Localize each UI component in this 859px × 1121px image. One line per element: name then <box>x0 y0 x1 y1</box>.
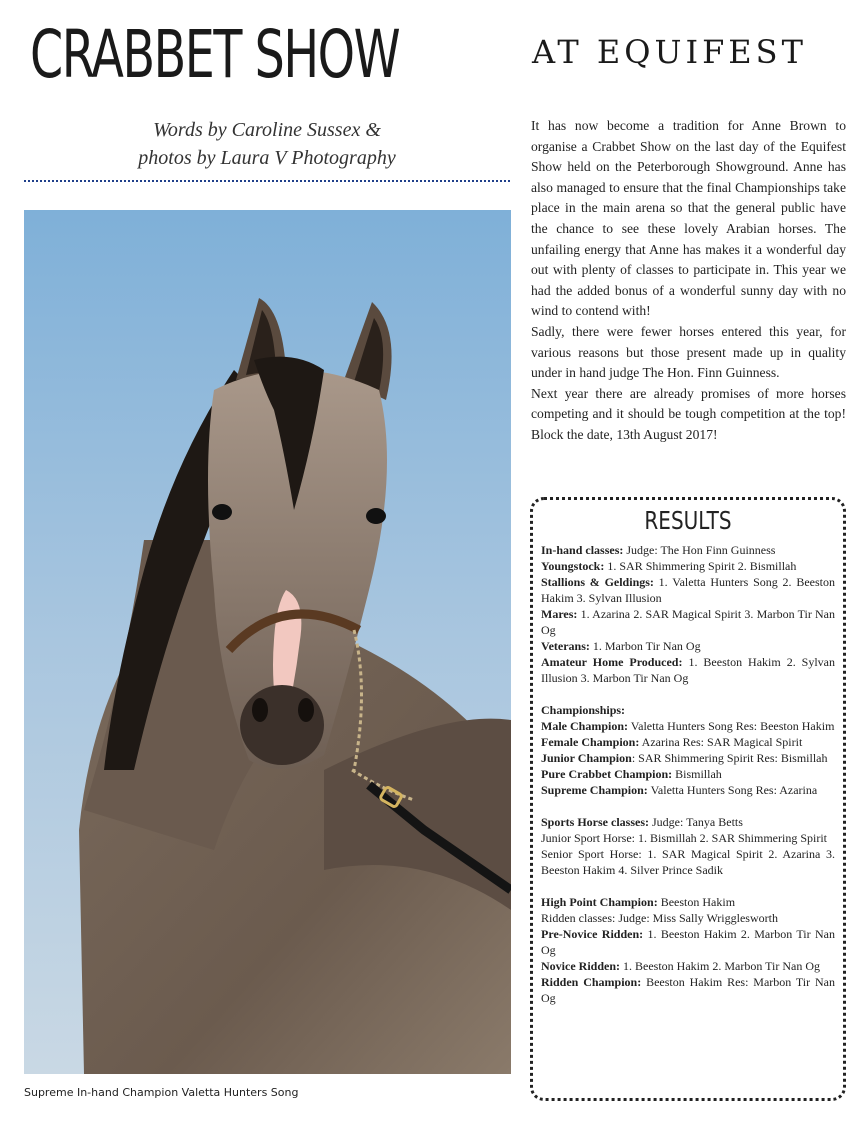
results-entry-label: Supreme Champion: <box>541 783 648 797</box>
article-subtitle: AT EQUIFEST <box>532 33 807 71</box>
results-entry-text: Ridden classes: Judge: Miss Sally Wrigglesworth <box>541 911 778 925</box>
article-title: CRABBET SHOW <box>30 16 400 93</box>
results-entry-label: Mares: <box>541 607 578 621</box>
photo-caption: Supreme In-hand Champion Valetta Hunters Song <box>24 1086 299 1099</box>
dotted-divider <box>24 180 510 182</box>
results-title: RESULTS <box>644 506 732 535</box>
results-entry-label: Veterans: <box>541 639 590 653</box>
byline <box>24 116 510 172</box>
results-entry-text: 1. Marbon Tir Nan Og <box>589 639 701 653</box>
results-entry <box>541 654 835 686</box>
results-entry-label: Amateur Home Produced: <box>541 655 683 669</box>
results-entry-label: Ridden Champion: <box>541 975 642 989</box>
byline-author: Words by Caroline Sussex & <box>153 119 381 141</box>
results-entry-text: 1. Beeston Hakim 2. Sylvan Illusion 3. Marbon Tir Nan Og <box>541 655 835 685</box>
results-entry-label: Pure Crabbet Champion: <box>541 767 673 781</box>
results-entry-label: Male Champion: <box>541 719 628 733</box>
results-spacer <box>541 798 835 814</box>
results-entry <box>541 830 835 846</box>
results-entry-text: 1. Beeston Hakim 2. Marbon Tir Nan Og <box>541 927 835 957</box>
results-entry-text: 1. SAR Shimmering Spirit 2. Bismillah <box>604 559 797 573</box>
results-entry-text: Valetta Hunters Song Res: Azarina <box>647 783 818 797</box>
results-entry-text: : SAR Shimmering Spirit Res: Bismillah <box>631 751 828 765</box>
results-entry-label: Sports Horse classes: <box>541 815 649 829</box>
results-entry-text: Beeston Hakim <box>657 895 736 909</box>
results-entry <box>541 910 835 926</box>
results-entry-label: Pre-Novice Ridden: <box>541 927 644 941</box>
results-entry-text: 1. Azarina 2. SAR Magical Spirit 3. Marbon Tir Nan Og <box>541 607 835 637</box>
results-entry-text: Bismillah <box>672 767 722 781</box>
results-entry <box>541 702 835 718</box>
results-spacer <box>541 686 835 702</box>
results-entry <box>541 750 835 766</box>
results-entry <box>541 766 835 782</box>
results-entry <box>541 558 835 574</box>
results-entry-label: High Point Champion: <box>541 895 658 909</box>
results-entry-label: Female Champion: <box>541 735 640 749</box>
results-spacer <box>541 878 835 894</box>
results-entry-text: Azarina Res: SAR Magical Spirit <box>639 735 803 749</box>
results-entry-text: Judge: Tanya Betts <box>649 815 743 829</box>
results-entry <box>541 894 835 910</box>
results-entry <box>541 542 835 558</box>
results-entry <box>541 958 835 974</box>
results-box <box>530 497 846 1101</box>
results-entry-label: Championships: <box>541 703 626 717</box>
results-entry-text: Beeston Hakim Res: Marbon Tir Nan Og <box>541 975 835 1005</box>
results-entry-text: Senior Sport Horse: 1. SAR Magical Spirit 2. Azarina 3. Beeston Hakim 4. Silver Prince Sadik <box>541 847 835 877</box>
results-entry <box>541 606 835 638</box>
intro-text <box>531 116 846 446</box>
intro-paragraph: Sadly, there were fewer horses entered this year, for various reasons but those present made up in quality under in hand judge The Hon. Finn Guinness. <box>531 323 846 381</box>
results-entry-label: Youngstock: <box>541 559 605 573</box>
results-entry <box>541 926 835 958</box>
results-entry-text: 1. Valetta Hunters Song 2. Beeston Hakim 3. Sylvan Illusion <box>541 575 835 605</box>
results-entry-label: Junior Champion <box>541 751 632 765</box>
results-entry <box>541 718 835 734</box>
results-entry-text: Valetta Hunters Song Res: Beeston Hakim <box>628 719 835 733</box>
results-entry <box>541 974 835 1006</box>
results-entry-label: Novice Ridden: <box>541 959 620 973</box>
results-entry-label: In-hand classes: <box>541 543 624 557</box>
horse-photo <box>24 210 511 1074</box>
results-entry <box>541 846 835 878</box>
results-entry <box>541 638 835 654</box>
results-entry <box>541 734 835 750</box>
results-entry-text: Junior Sport Horse: 1. Bismillah 2. SAR Shimmering Spirit <box>541 831 828 845</box>
results-entry <box>541 814 835 830</box>
byline-photographer: photos by Laura V Photography <box>138 147 396 169</box>
results-list <box>541 542 835 1006</box>
results-entry <box>541 574 835 606</box>
results-entry-text: Judge: The Hon Finn Guinness <box>623 543 776 557</box>
results-entry-text: 1. Beeston Hakim 2. Marbon Tir Nan Og <box>620 959 820 973</box>
intro-paragraph: Next year there are already promises of more horses competing and it should be tough competition at the top! Block the date, 13th August 2017! <box>531 385 846 442</box>
results-entry-label: Stallions & Geldings: <box>541 575 654 589</box>
intro-paragraph: It has now become a tradition for Anne Brown to organise a Crabbet Show on the last day of the Equifest Show held on the Peterborough Showground. Anne has also managed to ensure that the final Championships take place in the main arena so that the general public have the chance to see these lovely Arabian horses. The unfailing energy that Anne has makes it a wonderful day out with plenty of classes to participate in. This year we had the added bonus of a wonderful sunny day with no wind to contend with! <box>531 118 846 319</box>
results-entry <box>541 782 835 798</box>
